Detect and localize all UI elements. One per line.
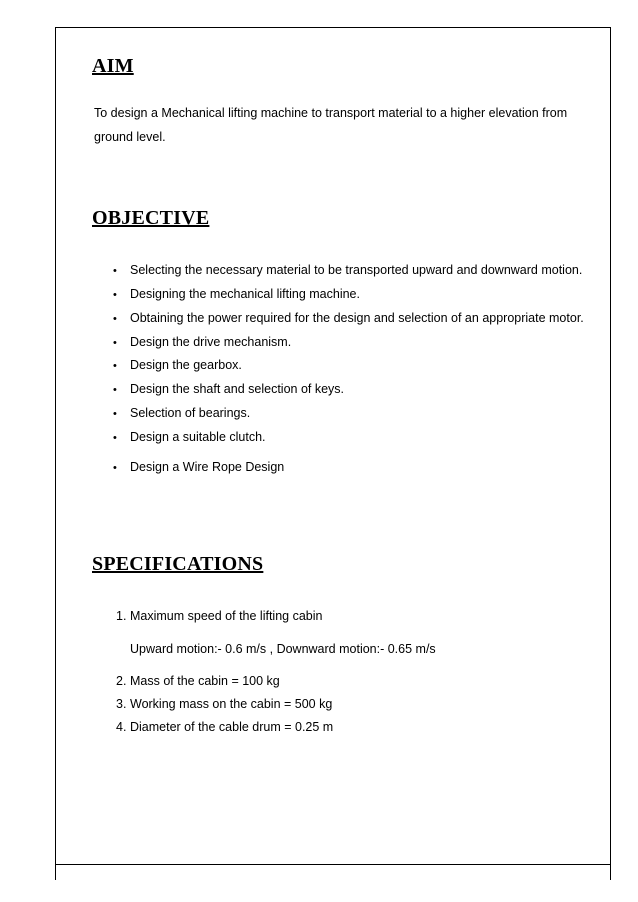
list-item: • Design the shaft and selection of keys. <box>113 382 345 396</box>
list-item: 3. Working mass on the cabin = 500 kg <box>116 697 333 711</box>
list-item-detail: Upward motion:- 0.6 m/s , Downward motion:- 0.65 m/s <box>130 642 436 656</box>
list-item: • Design a suitable clutch. <box>113 430 266 444</box>
specifications-heading: SPECIFICATIONS <box>92 553 264 575</box>
bullet-icon: • <box>113 462 117 474</box>
bullet-icon: • <box>113 313 117 325</box>
bullet-icon: • <box>113 289 117 301</box>
list-item: 2. Mass of the cabin = 100 kg <box>116 674 280 688</box>
aim-text: To design a Mechanical lifting machine to transport material to a higher elevation from ground level. <box>94 106 568 144</box>
list-item: • Obtaining the power required for the design and selection of an appropriate motor. <box>113 311 584 325</box>
page-border <box>55 27 611 865</box>
list-item: • Selection of bearings. <box>113 406 251 420</box>
bullet-icon: • <box>113 432 117 444</box>
list-item: • Selecting the necessary material to be transported upward and downward motion. <box>113 263 583 277</box>
list-item: • Design a Wire Rope Design <box>113 460 285 474</box>
list-item: • Design the drive mechanism. <box>113 335 292 349</box>
bullet-icon: • <box>113 384 117 396</box>
page-border-tick-right <box>610 864 611 880</box>
list-item: 4. Diameter of the cable drum = 0.25 m <box>116 720 334 734</box>
bullet-icon: • <box>113 265 117 277</box>
page-border-tick-left <box>55 864 56 880</box>
aim-heading: AIM <box>92 55 134 77</box>
list-item: 1. Maximum speed of the lifting cabin <box>116 609 323 623</box>
list-item: • Design the gearbox. <box>113 358 242 372</box>
list-item: • Designing the mechanical lifting machine. <box>113 287 360 301</box>
objective-heading: OBJECTIVE <box>92 207 210 229</box>
bullet-icon: • <box>113 337 117 349</box>
bullet-icon: • <box>113 360 117 372</box>
bullet-icon: • <box>113 408 117 420</box>
